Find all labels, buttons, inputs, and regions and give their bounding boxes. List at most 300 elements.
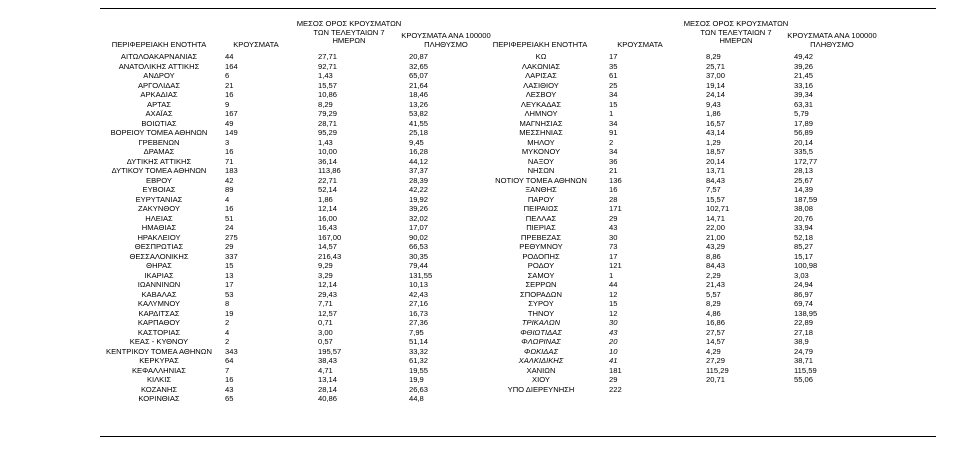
region-cell: ΛΑΣΙΘΙΟΥ: [523, 80, 559, 90]
avg7-cell: 36,14: [318, 156, 338, 166]
table-row: [0, 166, 957, 176]
avg7-cell: 9,29: [318, 261, 333, 270]
avg7-cell: 22,00: [706, 223, 726, 232]
table-row: [0, 81, 957, 91]
cases-cell: 4: [225, 194, 230, 204]
avg7-cell: 92,71: [318, 61, 338, 71]
cases-cell: 30: [609, 232, 618, 242]
avg7-cell: 52,14: [318, 185, 338, 194]
per100k-cell: 39,26: [794, 61, 814, 71]
region-cell: ΚΟΖΑΝΗΣ: [140, 384, 178, 394]
cases-cell: 34: [609, 147, 618, 156]
cases-cell: 167: [225, 109, 238, 118]
region-cell: ΑΧΑΪΑΣ: [145, 109, 173, 118]
per100k-cell: 56,89: [794, 128, 814, 137]
cases-cell: 9: [225, 99, 230, 109]
per100k-cell: 22,89: [794, 318, 814, 327]
region-cell: ΚΑΡΠΑΘΟΥ: [137, 318, 181, 327]
per100k-cell: 28,13: [794, 166, 814, 175]
table-row: [0, 261, 957, 271]
per100k-cell: 16,73: [409, 308, 429, 318]
region-cell: ΜΑΓΝΗΣΙΑΣ: [519, 118, 563, 128]
region-cell: ΔΥΤΙΚΟΥ ΤΟΜΕΑ ΑΘΗΝΩΝ: [111, 166, 207, 175]
per100k-cell: 25,18: [409, 128, 429, 137]
cases-cell: 13: [225, 270, 234, 280]
cases-cell: 61: [609, 71, 618, 80]
region-cell: ΠΕΛΛΑΣ: [525, 213, 557, 223]
region-cell: ΒΟΡΕΙΟΥ ΤΟΜΕΑ ΑΘΗΝΩΝ: [110, 128, 208, 137]
cases-cell: 181: [609, 365, 622, 375]
header-cases-right: ΚΡΟΥΣΜΑΤΑ: [617, 40, 663, 49]
cases-cell: 149: [225, 128, 238, 137]
table-row: [0, 204, 957, 214]
table-row: [0, 252, 957, 262]
cases-cell: 6: [225, 71, 230, 80]
cases-cell: 53: [225, 289, 234, 299]
per100k-cell: 30,35: [409, 251, 429, 261]
region-cell: ΥΠΟ ΔΙΕΡΕΥΝΗΣΗ: [507, 384, 575, 394]
top-rule: [100, 8, 936, 9]
per100k-cell: 19,92: [409, 194, 429, 204]
avg7-cell: 195,57: [318, 346, 342, 356]
table-row: [0, 280, 957, 290]
avg7-cell: 28,14: [318, 384, 338, 394]
per100k-cell: 33,16: [794, 80, 814, 90]
per100k-cell: 37,37: [409, 166, 429, 175]
cases-cell: 16: [225, 204, 234, 213]
avg7-cell: 9,43: [706, 99, 721, 109]
cases-cell: 16: [225, 90, 234, 99]
region-cell: ΚΑΛΥΜΝΟΥ: [137, 299, 181, 308]
per100k-cell: 63,31: [794, 99, 814, 109]
cases-cell: 34: [609, 90, 618, 99]
avg7-cell: 8,86: [706, 251, 721, 261]
cases-cell: 21: [225, 80, 234, 90]
table-row: [0, 176, 957, 186]
avg7-cell: 13,14: [318, 375, 338, 384]
per100k-cell: 85,27: [794, 242, 814, 251]
avg7-cell: 8,29: [706, 299, 721, 308]
avg7-cell: 115,29: [706, 365, 729, 375]
table-row: [0, 195, 957, 205]
region-cell: ΔΡΑΜΑΣ: [143, 147, 175, 156]
per100k-cell: 38,9: [794, 337, 809, 346]
region-cell: ΛΗΜΝΟΥ: [524, 109, 558, 118]
cases-cell: 337: [225, 251, 238, 261]
region-cell: ΣΕΡΡΩΝ: [525, 280, 557, 289]
table-row: [0, 233, 957, 243]
region-cell: ΚΙΛΚΙΣ: [146, 375, 172, 384]
cases-cell: 41: [609, 356, 618, 365]
per100k-cell: 21,45: [794, 71, 814, 80]
region-cell: ΤΡΙΚΑΛΩΝ: [521, 318, 561, 327]
avg7-cell: 2,29: [706, 270, 721, 280]
avg7-cell: 10,00: [318, 147, 338, 156]
cases-cell: 10: [609, 346, 618, 356]
cases-cell: 28: [609, 194, 618, 204]
cases-cell: 49: [225, 118, 234, 128]
per100k-cell: 17,07: [409, 223, 429, 232]
avg7-cell: 16,43: [318, 223, 338, 232]
region-cell: ΜΥΚΟΝΟΥ: [521, 147, 561, 156]
cases-cell: 15: [225, 261, 234, 270]
table-row: [0, 299, 957, 309]
per100k-cell: 17,89: [794, 118, 814, 128]
avg7-cell: 12,14: [318, 280, 338, 289]
cases-cell: 17: [225, 280, 234, 289]
avg7-cell: 24,14: [706, 90, 726, 99]
per100k-cell: 13,26: [409, 99, 429, 109]
avg7-cell: 1,86: [318, 194, 333, 204]
cases-cell: 51: [225, 213, 234, 223]
per100k-cell: 61,32: [409, 356, 429, 365]
region-cell: ΞΑΝΘΗΣ: [525, 185, 557, 194]
cases-cell: 16: [609, 185, 618, 194]
avg7-cell: 20,14: [706, 156, 726, 166]
per100k-cell: 187,59: [794, 194, 818, 204]
cases-cell: 2: [225, 337, 230, 346]
region-cell: ΠΑΡΟΥ: [527, 194, 555, 204]
cases-cell: 136: [609, 175, 622, 185]
table-row: [0, 71, 957, 81]
per100k-cell: 15,17: [794, 251, 814, 261]
avg7-cell: 16,00: [318, 213, 338, 223]
table-row: [0, 157, 957, 167]
region-cell: ΣΑΜΟΥ: [527, 270, 555, 280]
per100k-cell: 20,87: [409, 52, 429, 61]
region-cell: ΙΩΑΝΝΙΝΩΝ: [137, 280, 181, 289]
region-cell: ΑΡΚΑΔΙΑΣ: [140, 90, 178, 99]
region-cell: ΛΕΣΒΟΥ: [525, 90, 557, 99]
avg7-cell: 1,43: [318, 137, 333, 147]
cases-cell: 24: [225, 223, 234, 232]
region-cell: ΜΕΣΣΗΝΙΑΣ: [519, 128, 563, 137]
region-cell: ΕΥΡΥΤΑΝΙΑΣ: [135, 194, 183, 204]
region-cell: ΕΒΡΟΥ: [146, 175, 172, 185]
table-row: [0, 119, 957, 129]
header-region-right: ΠΕΡΙΦΕΡΕΙΑΚΗ ΕΝΟΤΗΤΑ: [492, 40, 588, 49]
avg7-cell: 19,14: [706, 80, 726, 90]
cases-cell: 16: [225, 375, 234, 384]
region-cell: ΖΑΚΥΝΘΟΥ: [138, 204, 180, 213]
cases-cell: 44: [609, 280, 618, 289]
region-cell: ΝΟΤΙΟΥ ΤΟΜΕΑ ΑΘΗΝΩΝ: [495, 175, 587, 185]
avg7-cell: 0,57: [318, 337, 333, 346]
per100k-cell: 86,97: [794, 289, 814, 299]
cases-cell: 43: [225, 384, 234, 394]
per100k-cell: 38,08: [794, 204, 814, 213]
per100k-cell: 14,39: [794, 185, 814, 194]
avg7-cell: 13,71: [706, 166, 726, 175]
table-row: [0, 318, 957, 328]
region-cell: ΒΟΙΩΤΙΑΣ: [141, 118, 177, 128]
avg7-cell: 20,71: [706, 375, 726, 384]
region-cell: ΦΘΙΩΤΙΔΑΣ: [520, 327, 562, 337]
region-cell: ΝΑΞΟΥ: [527, 156, 555, 166]
avg7-cell: 84,43: [706, 175, 726, 185]
region-cell: ΚΑΒΑΛΑΣ: [141, 289, 177, 299]
avg7-cell: 14,57: [318, 242, 338, 251]
per100k-cell: 10,13: [409, 280, 429, 289]
per100k-cell: 18,46: [409, 90, 429, 99]
cases-cell: 89: [225, 185, 234, 194]
table-row: [0, 347, 957, 357]
avg7-cell: 3,00: [318, 327, 333, 337]
per100k-cell: 38,71: [794, 356, 814, 365]
avg7-cell: 22,71: [318, 175, 338, 185]
cases-cell: 19: [225, 308, 234, 318]
avg7-cell: 15,57: [706, 194, 726, 204]
avg7-cell: 38,43: [318, 356, 338, 365]
per100k-cell: 39,26: [409, 204, 429, 213]
per100k-cell: 27,18: [794, 327, 814, 337]
avg7-cell: 79,29: [318, 109, 338, 118]
avg7-cell: 14,57: [706, 337, 726, 346]
avg7-cell: 43,14: [706, 128, 726, 137]
region-cell: ΡΟΔΟΥ: [527, 261, 555, 270]
per100k-cell: 27,16: [409, 299, 429, 308]
header-per100k-right: ΚΡΟΥΣΜΑΤΑ ΑΝΑ 100000 ΠΛΗΘΥΣΜΟ: [787, 31, 877, 49]
avg7-cell: 167,00: [318, 232, 342, 242]
table-row: [0, 290, 957, 300]
cases-cell: 7: [225, 365, 230, 375]
per100k-cell: 131,55: [409, 270, 433, 280]
bottom-rule: [100, 436, 936, 437]
region-cell: ΡΟΔΟΠΗΣ: [522, 251, 560, 261]
per100k-cell: 172,77: [794, 156, 818, 166]
region-cell: ΦΛΩΡΙΝΑΣ: [521, 337, 561, 346]
region-cell: ΛΑΚΩΝΙΑΣ: [521, 61, 561, 71]
avg7-cell: 28,71: [318, 118, 338, 128]
cases-cell: 20: [609, 337, 618, 346]
region-cell: ΜΗΛΟΥ: [527, 137, 555, 147]
avg7-cell: 16,57: [706, 118, 726, 128]
table-row: [0, 309, 957, 319]
avg7-cell: 95,29: [318, 128, 338, 137]
table-row: [0, 223, 957, 233]
cases-cell: 343: [225, 346, 238, 356]
region-cell: ΣΥΡΟΥ: [528, 299, 554, 308]
region-cell: ΛΕΥΚΑΔΑΣ: [520, 99, 562, 109]
per100k-cell: 33,94: [794, 223, 814, 232]
region-cell: ΘΕΣΠΡΩΤΙΑΣ: [134, 242, 184, 251]
per100k-cell: 21,64: [409, 80, 429, 90]
per100k-cell: 25,67: [794, 175, 814, 185]
region-cell: ΤΗΝΟΥ: [527, 308, 555, 318]
avg7-cell: 84,43: [706, 261, 726, 270]
region-cell: ΑΙΤΩΛΟΑΚΑΡΝΑΝΙΑΣ: [120, 52, 198, 61]
avg7-cell: 4,86: [706, 308, 721, 318]
cases-cell: 29: [225, 242, 234, 251]
per100k-cell: 51,14: [409, 337, 429, 346]
region-cell: ΚΕΦΑΛΛΗΝΙΑΣ: [131, 365, 187, 375]
per100k-cell: 7,95: [409, 327, 424, 337]
region-cell: ΔΥΤΙΚΗΣ ΑΤΤΙΚΗΣ: [126, 156, 192, 166]
table-row: [0, 242, 957, 252]
cases-cell: 8: [225, 299, 230, 308]
per100k-cell: 66,53: [409, 242, 429, 251]
avg7-cell: 14,71: [706, 213, 726, 223]
per100k-cell: 42,43: [409, 289, 429, 299]
avg7-cell: 216,43: [318, 251, 342, 261]
cases-cell: 15: [609, 299, 618, 308]
cases-cell: 43: [609, 327, 618, 337]
table-row: [0, 375, 957, 385]
header-per100k-left: ΚΡΟΥΣΜΑΤΑ ΑΝΑ 100000 ΠΛΗΘΥΣΜΟ: [401, 31, 491, 49]
per100k-cell: 44,12: [409, 156, 429, 166]
cases-cell: 71: [225, 156, 234, 166]
cases-cell: 17: [609, 251, 618, 261]
per100k-cell: 5,79: [794, 109, 809, 118]
table-row: [0, 62, 957, 72]
avg7-cell: 5,57: [706, 289, 721, 299]
region-cell: ΚΑΡΔΙΤΣΑΣ: [138, 308, 180, 318]
header-avg7-right: ΜΕΣΟΣ ΟΡΟΣ ΚΡΟΥΣΜΑΤΩΝ ΤΩΝ ΤΕΛΕΥΤΑΙΩΝ 7 ΗΜΕΡΩΝ: [683, 19, 789, 46]
region-cell: ΘΗΡΑΣ: [146, 261, 172, 270]
avg7-cell: 12,14: [318, 204, 338, 213]
avg7-cell: 4,29: [706, 346, 721, 356]
per100k-cell: 55,06: [794, 375, 814, 384]
cases-cell: 16: [225, 147, 234, 156]
per100k-cell: 20,76: [794, 213, 814, 223]
table-row: [0, 52, 957, 62]
per100k-cell: 42,22: [409, 185, 429, 194]
cases-cell: 30: [609, 318, 618, 327]
region-cell: ΚΟΡΙΝΘΙΑΣ: [138, 394, 180, 403]
avg7-cell: 4,71: [318, 365, 333, 375]
avg7-cell: 7,71: [318, 299, 333, 308]
cases-cell: 17: [609, 52, 618, 61]
cases-cell: 34: [609, 118, 618, 128]
region-cell: ΚΕΡΚΥΡΑΣ: [139, 356, 179, 365]
cases-cell: 35: [609, 61, 618, 71]
per100k-cell: 9,45: [409, 137, 424, 147]
region-cell: ΚΑΣΤΟΡΙΑΣ: [137, 327, 181, 337]
per100k-cell: 335,5: [794, 147, 814, 156]
per100k-cell: 26,63: [409, 384, 429, 394]
header-region-left: ΠΕΡΙΦΕΡΕΙΑΚΗ ΕΝΟΤΗΤΑ: [111, 40, 207, 49]
table-row: [0, 366, 957, 376]
avg7-cell: 3,29: [318, 270, 333, 280]
per100k-cell: 24,94: [794, 280, 814, 289]
per100k-cell: 69,74: [794, 299, 814, 308]
region-cell: ΘΕΣΣΑΛΟΝΙΚΗΣ: [129, 251, 189, 261]
cases-cell: 171: [609, 204, 622, 213]
header-avg7-left: ΜΕΣΟΣ ΟΡΟΣ ΚΡΟΥΣΜΑΤΩΝ ΤΩΝ ΤΕΛΕΥΤΑΙΩΝ 7 ΗΜΕΡΩΝ: [296, 19, 402, 46]
cases-cell: 44: [225, 52, 234, 61]
per100k-cell: 32,02: [409, 213, 429, 223]
per100k-cell: 39,34: [794, 90, 814, 99]
cases-cell: 29: [609, 213, 618, 223]
cases-cell: 2: [609, 137, 614, 147]
region-cell: ΓΡΕΒΕΝΩΝ: [138, 137, 180, 147]
region-cell: ΠΡΕΒΕΖΑΣ: [520, 232, 562, 242]
avg7-cell: 43,29: [706, 242, 726, 251]
per100k-cell: 32,65: [409, 61, 429, 71]
header-cases-left: ΚΡΟΥΣΜΑΤΑ: [233, 40, 279, 49]
cases-cell: 21: [609, 166, 618, 175]
per100k-cell: 41,55: [409, 118, 429, 128]
per100k-cell: 100,98: [794, 261, 818, 270]
table-row: [0, 185, 957, 195]
cases-cell: 36: [609, 156, 618, 166]
region-cell: ΦΩΚΙΔΑΣ: [523, 346, 559, 356]
region-cell: ΚΕΝΤΡΙΚΟΥ ΤΟΜΕΑ ΑΘΗΝΩΝ: [106, 346, 212, 356]
region-cell: ΧΙΟΥ: [532, 375, 550, 384]
avg7-cell: 0,71: [318, 318, 333, 327]
avg7-cell: 102,71: [706, 204, 730, 213]
cases-cell: 183: [225, 166, 238, 175]
cases-cell: 275: [225, 232, 238, 242]
cases-cell: 29: [609, 375, 618, 384]
per100k-cell: 52,18: [794, 232, 814, 242]
per100k-cell: 65,07: [409, 71, 429, 80]
cases-cell: 43: [609, 223, 618, 232]
per100k-cell: 44,8: [409, 394, 424, 403]
avg7-cell: 40,86: [318, 394, 338, 403]
region-cell: ΙΚΑΡΙΑΣ: [144, 270, 174, 280]
avg7-cell: 27,57: [706, 327, 726, 337]
per100k-cell: 79,44: [409, 261, 429, 270]
table-row: [0, 356, 957, 366]
region-cell: ΕΥΒΟΙΑΣ: [142, 185, 176, 194]
cases-cell: 4: [225, 327, 230, 337]
avg7-cell: 21,00: [706, 232, 726, 242]
region-cell: ΣΠΟΡΑΔΩΝ: [520, 289, 562, 299]
table-row: [0, 109, 957, 119]
cases-cell: 164: [225, 61, 238, 71]
table-row: [0, 90, 957, 100]
avg7-cell: 16,86: [706, 318, 726, 327]
region-cell: ΑΝΑΤΟΛΙΚΗΣ ΑΤΤΙΚΗΣ: [118, 61, 200, 71]
cases-cell: 12: [609, 289, 618, 299]
cases-cell: 222: [609, 384, 622, 394]
per100k-cell: 19,55: [409, 365, 429, 375]
region-cell: ΑΡΓΟΛΙΔΑΣ: [137, 80, 181, 90]
avg7-cell: 1,43: [318, 71, 333, 80]
cases-cell: 73: [609, 242, 618, 251]
cases-cell: 64: [225, 356, 234, 365]
region-cell: ΠΕΙΡΑΙΩΣ: [523, 204, 559, 213]
region-cell: ΧΑΛΚΙΔΙΚΗΣ: [518, 356, 564, 365]
per100k-cell: 49,42: [794, 52, 814, 61]
cases-cell: 65: [225, 394, 234, 403]
cases-cell: 2: [225, 318, 230, 327]
avg7-cell: 113,86: [318, 166, 341, 175]
table-row: [0, 128, 957, 138]
per100k-cell: 27,36: [409, 318, 429, 327]
cases-cell: 12: [609, 308, 618, 318]
avg7-cell: 15,57: [318, 80, 338, 90]
avg7-cell: 25,71: [706, 61, 726, 71]
per100k-cell: 115,59: [794, 365, 817, 375]
per100k-cell: 138,95: [794, 308, 818, 318]
table-row: [0, 328, 957, 338]
avg7-cell: 12,57: [318, 308, 338, 318]
cases-cell: 25: [609, 80, 618, 90]
avg7-cell: 1,29: [706, 137, 721, 147]
avg7-cell: 8,29: [706, 52, 721, 61]
table-row: [0, 147, 957, 157]
avg7-cell: 10,86: [318, 90, 338, 99]
cases-cell: 3: [225, 137, 230, 147]
right-data-table: [0, 52, 957, 394]
region-cell: ΠΙΕΡΙΑΣ: [526, 223, 556, 232]
region-cell: ΡΕΘΥΜΝΟΥ: [519, 242, 563, 251]
avg7-cell: 27,71: [318, 52, 338, 61]
avg7-cell: 21,43: [706, 280, 726, 289]
avg7-cell: 27,29: [706, 356, 726, 365]
